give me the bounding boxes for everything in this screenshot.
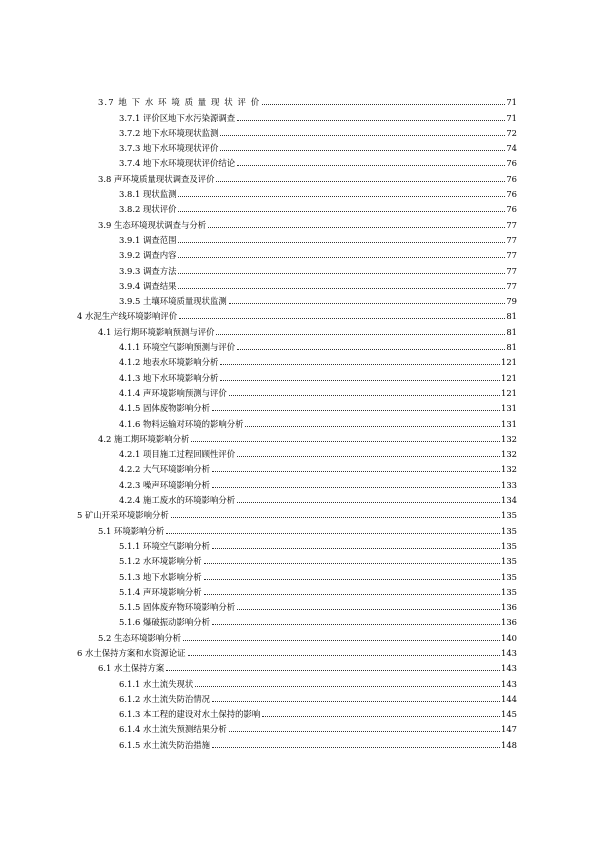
toc-entry-page-number: 71 bbox=[506, 97, 517, 108]
toc-entry-title: 3.7 地 下 水 环 境 质 量 现 状 评 价 bbox=[98, 97, 261, 108]
dot-leader bbox=[212, 487, 500, 488]
toc-entry[interactable] bbox=[119, 199, 517, 214]
toc-entry-page-number: 133 bbox=[501, 479, 517, 490]
toc-entry[interactable] bbox=[119, 383, 517, 398]
toc-entry-title: 5.1.5 固体废弃物环境影响分析 bbox=[119, 602, 236, 613]
dot-leader bbox=[178, 196, 505, 197]
toc-entry-page-number: 147 bbox=[501, 724, 517, 735]
toc-entry[interactable] bbox=[119, 138, 517, 153]
dot-leader bbox=[229, 303, 506, 304]
toc-entry-page-number: 77 bbox=[506, 265, 517, 276]
toc-entry-page-number: 132 bbox=[501, 464, 517, 475]
toc-entry-title: 4.1.4 声环境影响预测与评价 bbox=[119, 387, 227, 398]
toc-entry-title: 4.1.2 地表水环境影响分析 bbox=[119, 357, 219, 368]
toc-entry-title: 5.1.4 声环境影响分析 bbox=[119, 586, 202, 597]
dot-leader bbox=[178, 273, 505, 274]
toc-entry-page-number: 145 bbox=[501, 709, 517, 720]
toc-entry[interactable] bbox=[119, 734, 517, 749]
toc-entry-page-number: 77 bbox=[506, 234, 517, 245]
toc-entry[interactable] bbox=[119, 474, 517, 489]
toc-entry-page-number: 76 bbox=[506, 158, 517, 169]
dot-leader bbox=[220, 380, 500, 381]
dot-leader bbox=[212, 747, 500, 748]
toc-entry-page-number: 135 bbox=[501, 571, 517, 582]
toc-entry-page-number: 72 bbox=[506, 127, 517, 138]
dot-leader bbox=[188, 655, 501, 656]
toc-entry-title: 6.1.1 水土流失现状 bbox=[119, 678, 194, 689]
dot-leader bbox=[208, 227, 505, 228]
toc-entry[interactable] bbox=[119, 612, 517, 627]
toc-entry-title: 3.9 生态环境现状调查与分析 bbox=[98, 219, 207, 230]
toc-entry-title: 4.2.1 项目施工过程回顾性评价 bbox=[119, 449, 236, 460]
dot-leader bbox=[220, 364, 500, 365]
toc-entry-page-number: 77 bbox=[506, 219, 517, 230]
toc-entry[interactable] bbox=[77, 306, 517, 321]
dot-leader bbox=[191, 441, 500, 442]
toc-entry[interactable] bbox=[98, 520, 517, 535]
toc-entry-page-number: 143 bbox=[501, 647, 517, 658]
toc-entry-page-number: 76 bbox=[506, 189, 517, 200]
toc-entry[interactable] bbox=[119, 536, 517, 551]
toc-entry[interactable] bbox=[119, 352, 517, 367]
toc-entry[interactable] bbox=[98, 321, 517, 336]
toc-entry-title: 3.8.1 现状监测 bbox=[119, 189, 177, 200]
toc-entry-page-number: 135 bbox=[501, 525, 517, 536]
toc-entry[interactable] bbox=[119, 107, 517, 122]
toc-entry-title: 4.1.5 固体废物影响分析 bbox=[119, 403, 210, 414]
dot-leader bbox=[216, 181, 505, 182]
table-of-contents bbox=[0, 92, 595, 750]
toc-entry[interactable] bbox=[119, 582, 517, 597]
dot-leader bbox=[237, 456, 500, 457]
dot-leader bbox=[262, 104, 505, 105]
toc-entry-title: 4 水泥生产线环境影响评价 bbox=[77, 311, 178, 322]
dot-leader bbox=[178, 288, 505, 289]
toc-entry-page-number: 135 bbox=[501, 510, 517, 521]
toc-entry-page-number: 121 bbox=[501, 372, 517, 383]
toc-entry[interactable] bbox=[119, 367, 517, 382]
toc-entry-title: 3.9.3 调查方法 bbox=[119, 265, 177, 276]
toc-entry-title: 6.1.4 水土流失预测结果分析 bbox=[119, 724, 227, 735]
toc-entry-title: 3.8.2 现状评价 bbox=[119, 204, 177, 215]
toc-entry-page-number: 71 bbox=[506, 112, 517, 123]
toc-entry-page-number: 74 bbox=[506, 143, 517, 154]
toc-entry-title: 3.9.2 调查内容 bbox=[119, 250, 177, 261]
toc-entry-page-number: 140 bbox=[501, 632, 517, 643]
dot-leader bbox=[237, 349, 505, 350]
dot-leader bbox=[171, 517, 500, 518]
toc-entry-page-number: 79 bbox=[506, 296, 517, 307]
dot-leader bbox=[166, 670, 500, 671]
toc-entry[interactable] bbox=[119, 413, 517, 428]
toc-entry-title: 3.9.5 土壤环境质量现状监测 bbox=[119, 296, 227, 307]
toc-entry-title: 4.1.6 物料运输对环境的影响分析 bbox=[119, 418, 244, 429]
toc-entry[interactable] bbox=[119, 689, 517, 704]
toc-entry[interactable] bbox=[119, 673, 517, 688]
dot-leader bbox=[179, 318, 505, 319]
toc-entry[interactable] bbox=[98, 214, 517, 229]
dot-leader bbox=[178, 211, 505, 212]
toc-entry-page-number: 131 bbox=[501, 403, 517, 414]
toc-entry-page-number: 143 bbox=[501, 678, 517, 689]
toc-entry-title: 3.7.1 评价区地下水污染源调查 bbox=[119, 112, 236, 123]
toc-entry[interactable] bbox=[119, 337, 517, 352]
toc-entry[interactable] bbox=[77, 505, 517, 520]
toc-entry-page-number: 135 bbox=[501, 540, 517, 551]
dot-leader bbox=[212, 701, 500, 702]
toc-entry-page-number: 136 bbox=[501, 602, 517, 613]
dot-leader bbox=[245, 426, 500, 427]
toc-entry-title: 3.7.3 地下水环境现状评价 bbox=[119, 143, 219, 154]
toc-entry[interactable] bbox=[98, 627, 517, 642]
dot-leader bbox=[216, 334, 505, 335]
toc-entry-page-number: 132 bbox=[501, 449, 517, 460]
dot-leader bbox=[212, 624, 500, 625]
toc-entry[interactable] bbox=[119, 245, 517, 260]
toc-entry-title: 5.1.2 水环境影响分析 bbox=[119, 556, 202, 567]
toc-entry-title: 5.1.6 爆破振动影响分析 bbox=[119, 617, 210, 628]
toc-entry-page-number: 148 bbox=[501, 739, 517, 750]
toc-entry-title: 4.2.3 噪声环境影响分析 bbox=[119, 479, 210, 490]
toc-entry-page-number: 132 bbox=[501, 433, 517, 444]
dot-leader bbox=[220, 135, 505, 136]
dot-leader bbox=[212, 410, 500, 411]
toc-entry[interactable] bbox=[98, 429, 517, 444]
dot-leader bbox=[237, 120, 505, 121]
dot-leader bbox=[237, 165, 505, 166]
toc-entry-page-number: 135 bbox=[501, 556, 517, 567]
toc-entry-title: 6.1.2 水土流失防治情况 bbox=[119, 693, 210, 704]
toc-entry-title: 5.1.3 地下水影响分析 bbox=[119, 571, 202, 582]
toc-entry-title: 6.1.3 本工程的建设对水土保持的影响 bbox=[119, 709, 261, 720]
toc-entry[interactable] bbox=[119, 276, 517, 291]
toc-entry-page-number: 81 bbox=[506, 326, 517, 337]
toc-entry-title: 5.2 生态环境影响分析 bbox=[98, 632, 181, 643]
toc-entry-page-number: 77 bbox=[506, 280, 517, 291]
toc-entry[interactable] bbox=[119, 551, 517, 566]
toc-entry-title: 6.1.5 水土流失防治措施 bbox=[119, 739, 210, 750]
toc-entry-page-number: 135 bbox=[501, 586, 517, 597]
toc-entry-title: 5 矿山开采环境影响分析 bbox=[77, 510, 169, 521]
dot-leader bbox=[229, 731, 500, 732]
toc-entry-title: 6.1 水土保持方案 bbox=[98, 663, 165, 674]
toc-entry[interactable] bbox=[119, 444, 517, 459]
dot-leader bbox=[204, 579, 500, 580]
toc-entry-page-number: 143 bbox=[501, 663, 517, 674]
dot-leader bbox=[183, 640, 500, 641]
toc-entry[interactable] bbox=[77, 643, 517, 658]
toc-entry-title: 5.1 环境影响分析 bbox=[98, 525, 165, 536]
toc-entry[interactable] bbox=[119, 398, 517, 413]
toc-entry-title: 3.7.4 地下水环境现状评价结论 bbox=[119, 158, 236, 169]
toc-entry[interactable] bbox=[98, 92, 517, 107]
toc-entry[interactable] bbox=[119, 490, 517, 505]
toc-entry-page-number: 121 bbox=[501, 387, 517, 398]
dot-leader bbox=[204, 594, 500, 595]
toc-entry-title: 4.1.3 地下水环境影响分析 bbox=[119, 372, 219, 383]
toc-entry-title: 3.7.2 地下水环境现状监测 bbox=[119, 127, 219, 138]
toc-entry[interactable] bbox=[119, 260, 517, 275]
dot-leader bbox=[212, 548, 500, 549]
dot-leader bbox=[262, 716, 500, 717]
dot-leader bbox=[220, 150, 505, 151]
toc-entry-page-number: 144 bbox=[501, 693, 517, 704]
toc-entry[interactable] bbox=[119, 566, 517, 581]
toc-entry[interactable] bbox=[119, 184, 517, 199]
dot-leader bbox=[195, 686, 500, 687]
toc-entry-page-number: 81 bbox=[506, 342, 517, 353]
toc-entry-title: 4.2 施工期环境影响分析 bbox=[98, 433, 190, 444]
dot-leader bbox=[204, 563, 500, 564]
toc-entry[interactable] bbox=[119, 153, 517, 168]
toc-entry[interactable] bbox=[98, 168, 517, 183]
toc-entry-title: 4.2.4 施工废水的环境影响分析 bbox=[119, 495, 236, 506]
dot-leader bbox=[229, 395, 500, 396]
dot-leader bbox=[212, 471, 500, 472]
toc-entry[interactable] bbox=[119, 704, 517, 719]
dot-leader bbox=[166, 533, 500, 534]
toc-entry-title: 3.8 声环境质量现状调查及评价 bbox=[98, 173, 215, 184]
toc-entry[interactable] bbox=[119, 291, 517, 306]
toc-entry-title: 4.1 运行期环境影响预测与评价 bbox=[98, 326, 215, 337]
dot-leader bbox=[178, 242, 505, 243]
toc-entry-title: 3.9.1 调查范围 bbox=[119, 234, 177, 245]
dot-leader bbox=[237, 502, 500, 503]
dot-leader bbox=[178, 257, 505, 258]
toc-entry-page-number: 81 bbox=[506, 311, 517, 322]
toc-entry-title: 4.2.2 大气环境影响分析 bbox=[119, 464, 210, 475]
dot-leader bbox=[237, 609, 500, 610]
toc-entry-title: 3.9.4 调查结果 bbox=[119, 280, 177, 291]
toc-entry-page-number: 136 bbox=[501, 617, 517, 628]
toc-entry-page-number: 131 bbox=[501, 418, 517, 429]
toc-entry[interactable] bbox=[119, 719, 517, 734]
toc-entry[interactable] bbox=[119, 459, 517, 474]
toc-entry-title: 4.1.1 环境空气影响预测与评价 bbox=[119, 342, 236, 353]
toc-entry[interactable] bbox=[119, 597, 517, 612]
toc-entry-page-number: 76 bbox=[506, 173, 517, 184]
toc-entry-page-number: 134 bbox=[501, 495, 517, 506]
toc-entry[interactable] bbox=[119, 230, 517, 245]
toc-entry-title: 5.1.1 环境空气影响分析 bbox=[119, 540, 210, 551]
toc-entry-page-number: 77 bbox=[506, 250, 517, 261]
toc-entry[interactable] bbox=[119, 123, 517, 138]
toc-entry-page-number: 76 bbox=[506, 204, 517, 215]
toc-entry-title: 6 水土保持方案和水资源论证 bbox=[77, 647, 186, 658]
toc-entry[interactable] bbox=[98, 658, 517, 673]
toc-entry-page-number: 121 bbox=[501, 357, 517, 368]
